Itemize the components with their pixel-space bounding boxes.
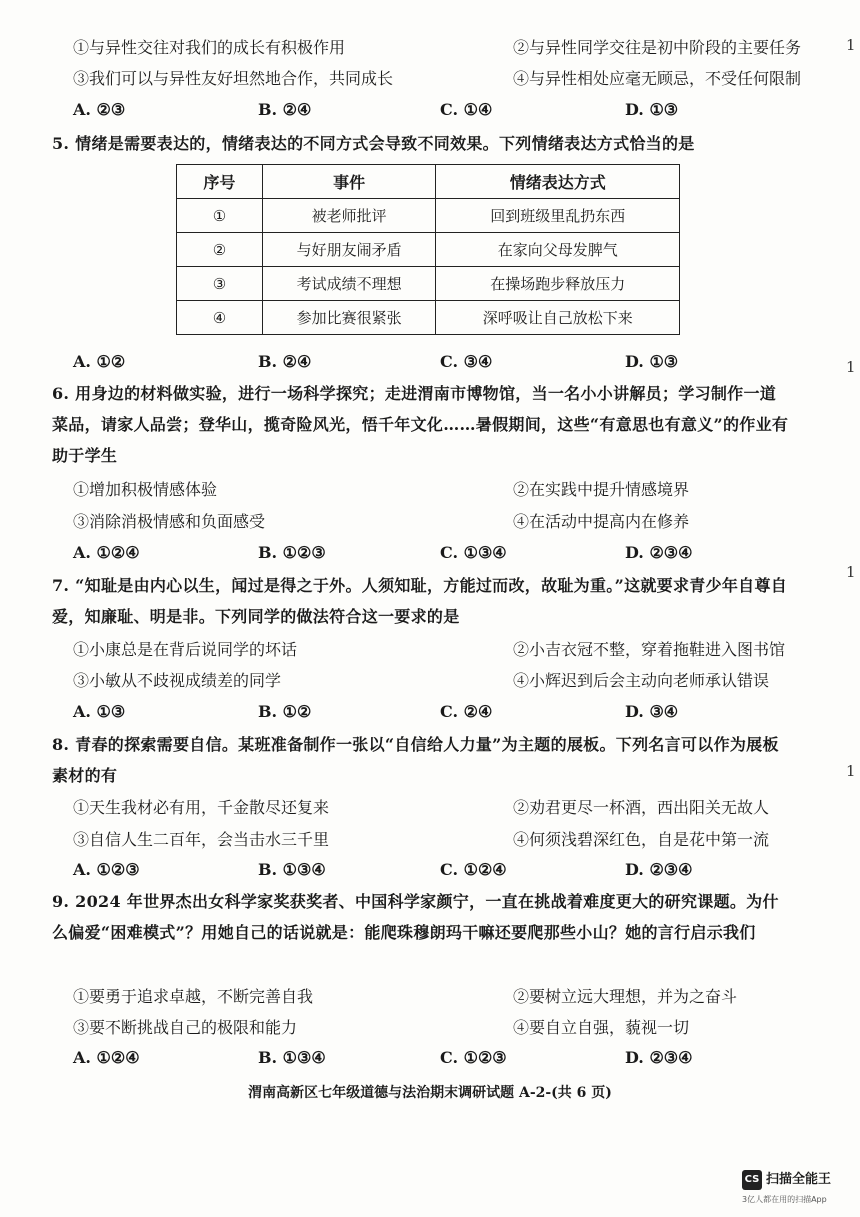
- q9-options-row-1: [73, 986, 738, 1008]
- page-footer: 渭南高新区七年级道德与法治期末调研试题 A-2-(共 6 页): [248, 1085, 612, 1101]
- q8-option-4: ④何须浅碧深红色，自是花中第一流: [513, 830, 770, 849]
- margin-number: 1: [846, 563, 856, 581]
- q8-stem: 8. 青春的探索需要自信。某班准备制作一张以“自信给人力量”为主题的展板。下列名言可以作为展板素材的有: [52, 735, 779, 785]
- q6-stem: 6. 用身边的材料做实验，进行一场科学探究；走进渭南市博物馆，当一名小小讲解员；学习制作一道菜品，请家人品尝；登华山，揽奇险风光，悟千年文化……暑假期间，这些“有意思也有意义”的作业有助于学生: [52, 384, 789, 465]
- q9-answer-d: D. ②③④: [625, 1048, 693, 1067]
- table-row: [177, 233, 680, 267]
- q7-answer-d: D. ③④: [625, 702, 679, 721]
- watermark-app-name: 扫描全能王: [766, 1172, 832, 1187]
- table-cell-index: ②: [177, 233, 263, 267]
- q8-answer-d: D. ②③④: [625, 860, 693, 879]
- q9-option-3: ③要不断挑战自己的极限和能力: [73, 1018, 298, 1037]
- q5-answer-c: C. ③④: [440, 352, 493, 371]
- table-cell-index: ①: [177, 199, 263, 233]
- q6-option-3: ③消除消极情感和负面感受: [73, 512, 266, 531]
- q4-answer-a: A. ②③: [73, 100, 126, 119]
- table-cell-expression: 在操场跑步释放压力: [436, 267, 680, 301]
- q8-answer-c: C. ①②④: [440, 860, 507, 879]
- q6-option-1: ①增加积极情感体验: [73, 480, 218, 499]
- table-cell-expression: 回到班级里乱扔东西: [436, 199, 680, 233]
- q4-option-1: ①与异性交往对我们的成长有积极作用: [73, 38, 346, 57]
- q6-answer-a: A. ①②④: [73, 543, 140, 562]
- q5-answer-a: A. ①②: [73, 352, 126, 371]
- table-cell-index: ④: [177, 301, 263, 335]
- q4-options-row-1: [73, 37, 802, 59]
- watermark-tagline: 3亿人都在用的扫描App: [742, 1195, 827, 1204]
- q4-option-3: ③我们可以与异性友好坦然地合作，共同成长: [73, 69, 394, 88]
- q7-answer-c: C. ②④: [440, 702, 493, 721]
- q5-table-header-row: [177, 165, 680, 199]
- q7-answer-a: A. ①③: [73, 702, 126, 721]
- q8-options-row-2: [73, 829, 770, 851]
- q8-options-row-1: [73, 797, 770, 819]
- q9-answer-c: C. ①②③: [440, 1048, 507, 1067]
- q9-option-2: ②要树立远大理想，并为之奋斗: [513, 987, 738, 1006]
- table-cell-expression: 在家向父母发脾气: [436, 233, 680, 267]
- q6-option-2: ②在实践中提升情感境界: [513, 480, 690, 499]
- q7-answer-b: B. ①②: [258, 702, 312, 721]
- q6-answer-c: C. ①③④: [440, 543, 507, 562]
- q4-option-4: ④与异性相处应毫无顾忌，不受任何限制: [513, 69, 802, 88]
- q5-answer-d: D. ①③: [625, 352, 679, 371]
- margin-number: 1: [846, 358, 856, 376]
- q4-answer-b: B. ②④: [258, 100, 312, 119]
- q7-option-4: ④小辉迟到后会主动向老师承认错误: [513, 671, 770, 690]
- q8-answer-b: B. ①③④: [258, 860, 326, 879]
- table-cell-index: ③: [177, 267, 263, 301]
- q7-options-row-1: [73, 639, 786, 661]
- q7-option-3: ③小敏从不歧视成绩差的同学: [73, 671, 282, 690]
- scanner-watermark: [742, 1170, 852, 1210]
- margin-number: 1: [846, 762, 856, 780]
- q4-answer-c: C. ①④: [440, 100, 493, 119]
- q9-options-row-2: [73, 1017, 690, 1039]
- q4-option-2: ②与异性同学交往是初中阶段的主要任务: [513, 38, 802, 57]
- q5-header-event: 事件: [262, 165, 436, 199]
- q6-options-row-2: [73, 511, 690, 533]
- q7-stem: 7. “知耻是由内心以生，闻过是得之于外。人须知耻，方能过而改，故耻为重。”这就要求青少年自尊自爱，知廉耻、明是非。下列同学的做法符合这一要求的是: [52, 576, 788, 626]
- q6-answer-d: D. ②③④: [625, 543, 693, 562]
- q8-answer-a: A. ①②③: [73, 860, 140, 879]
- q9-answer-a: A. ①②④: [73, 1048, 140, 1067]
- table-cell-event: 考试成绩不理想: [262, 267, 436, 301]
- table-row: [177, 199, 680, 233]
- table-cell-event: 被老师批评: [262, 199, 436, 233]
- q5-table: [176, 164, 680, 335]
- q5-header-index: 序号: [177, 165, 263, 199]
- q8-option-1: ①天生我材必有用，千金散尽还复来: [73, 798, 330, 817]
- q6-option-4: ④在活动中提高内在修养: [513, 512, 690, 531]
- table-cell-event: 与好朋友闹矛盾: [262, 233, 436, 267]
- table-cell-expression: 深呼吸让自己放松下来: [436, 301, 680, 335]
- margin-number: 1: [846, 36, 856, 54]
- q9-answer-b: B. ①③④: [258, 1048, 326, 1067]
- cs-logo-icon: CS: [742, 1170, 762, 1190]
- table-cell-event: 参加比赛很紧张: [262, 301, 436, 335]
- q5-stem: 5. 情绪是需要表达的，情绪表达的不同方式会导致不同效果。下列情绪表达方式恰当的是: [52, 134, 695, 153]
- q9-option-4: ④要自立自强，藐视一切: [513, 1018, 690, 1037]
- q9-stem: 9. 2024 年世界杰出女科学家奖获奖者、中国科学家颜宁，一直在挑战着难度更大的研究课题。为什么偏爱“困难模式”？用她自己的话说就是：能爬珠穆朗玛干嘛还要爬那些小山？她的言行启示我们: [52, 892, 779, 942]
- q4-answer-d: D. ①③: [625, 100, 679, 119]
- table-row: [177, 301, 680, 335]
- q8-option-3: ③自信人生二百年，会当击水三千里: [73, 830, 330, 849]
- q9-option-1: ①要勇于追求卓越，不断完善自我: [73, 987, 314, 1006]
- q8-option-2: ②劝君更尽一杯酒，西出阳关无故人: [513, 798, 770, 817]
- q7-option-2: ②小吉衣冠不整，穿着拖鞋进入图书馆: [513, 640, 786, 659]
- q6-answer-b: B. ①②③: [258, 543, 326, 562]
- table-row: [177, 267, 680, 301]
- q5-header-expression: 情绪表达方式: [436, 165, 680, 199]
- q4-options-row-2: [73, 68, 802, 90]
- q7-option-1: ①小康总是在背后说同学的坏话: [73, 640, 298, 659]
- q7-options-row-2: [73, 670, 770, 692]
- q5-answer-b: B. ②④: [258, 352, 312, 371]
- q6-options-row-1: [73, 479, 690, 501]
